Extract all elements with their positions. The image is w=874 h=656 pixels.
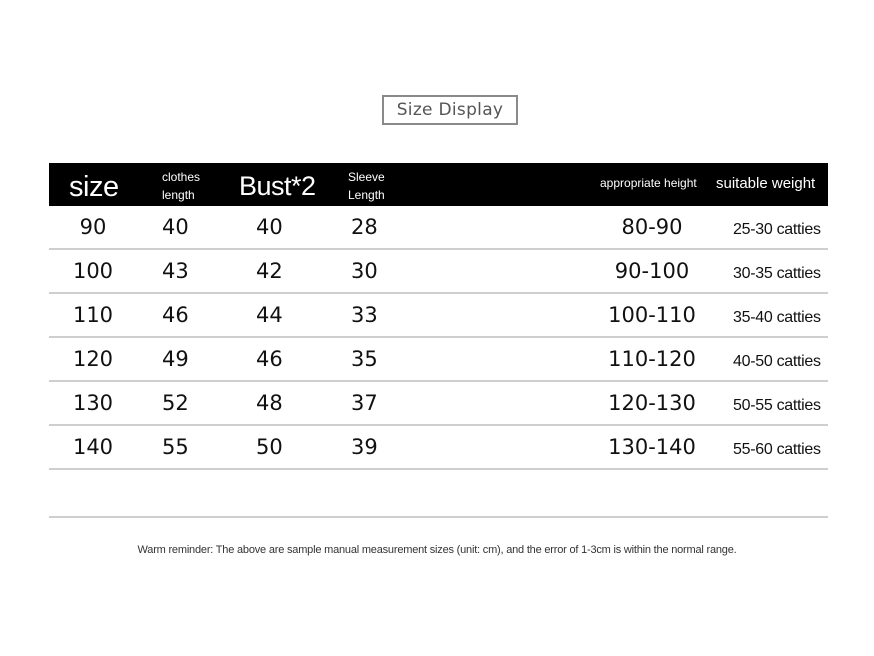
table-row (49, 294, 828, 338)
header-clothes-length-line1: clothes (162, 170, 201, 184)
cell-length: 40 (162, 215, 189, 239)
cell-size: 140 (72, 435, 114, 459)
cell-bust: 48 (256, 391, 283, 415)
cell-size: 110 (72, 303, 114, 327)
cell-bust: 44 (256, 303, 283, 327)
cell-weight: 55-60 catties (733, 441, 821, 458)
header-suitable-weight: suitable weight (716, 175, 816, 192)
warm-reminder-note: Warm reminder: The above are sample manual measurement sizes (unit: cm), and the error of 1-3cm is within the normal range. (137, 544, 737, 556)
header-size: size (69, 171, 119, 203)
cell-bust: 42 (256, 259, 283, 283)
cell-weight: 40-50 catties (733, 353, 821, 370)
cell-sleeve: 28 (351, 215, 378, 239)
cell-height: 90-100 (614, 259, 690, 283)
table-row (49, 338, 828, 382)
cell-bust: 50 (256, 435, 283, 459)
cell-size: 100 (72, 259, 114, 283)
header-clothes-length-line2: length (162, 188, 195, 202)
table-row (49, 250, 828, 294)
size-table (49, 163, 828, 518)
cell-height: 100-110 (608, 303, 696, 327)
table-row (49, 382, 828, 426)
header-appropriate-height: appropriate height (600, 176, 697, 190)
cell-length: 55 (162, 435, 189, 459)
cell-height: 130-140 (608, 435, 696, 459)
cell-sleeve: 35 (351, 347, 378, 371)
size-display-title: Size Display (382, 95, 518, 125)
table-row (49, 426, 828, 470)
header-sleeve-line2: Length (348, 188, 385, 202)
cell-size: 90 (79, 215, 107, 239)
cell-size: 120 (72, 347, 114, 371)
cell-sleeve: 37 (351, 391, 378, 415)
header-sleeve-length (348, 168, 385, 204)
table-row (49, 206, 828, 250)
cell-bust: 40 (256, 215, 283, 239)
cell-sleeve: 39 (351, 435, 378, 459)
header-bust: Bust*2 (239, 171, 316, 201)
cell-height: 80-90 (621, 215, 683, 239)
cell-length: 52 (162, 391, 189, 415)
cell-bust: 46 (256, 347, 283, 371)
cell-length: 43 (162, 259, 189, 283)
cell-height: 120-130 (608, 391, 696, 415)
cell-weight: 35-40 catties (733, 309, 821, 326)
cell-weight: 25-30 catties (733, 221, 821, 238)
cell-weight: 30-35 catties (733, 265, 821, 282)
cell-length: 46 (162, 303, 189, 327)
cell-sleeve: 30 (351, 259, 378, 283)
table-header (49, 163, 828, 206)
empty-table-row (49, 470, 828, 518)
cell-weight: 50-55 catties (733, 397, 821, 414)
cell-length: 49 (162, 347, 189, 371)
cell-sleeve: 33 (351, 303, 378, 327)
cell-size: 130 (72, 391, 114, 415)
cell-height: 110-120 (608, 347, 696, 371)
header-sleeve-line1: Sleeve (348, 170, 385, 184)
header-clothes-length (162, 168, 200, 204)
